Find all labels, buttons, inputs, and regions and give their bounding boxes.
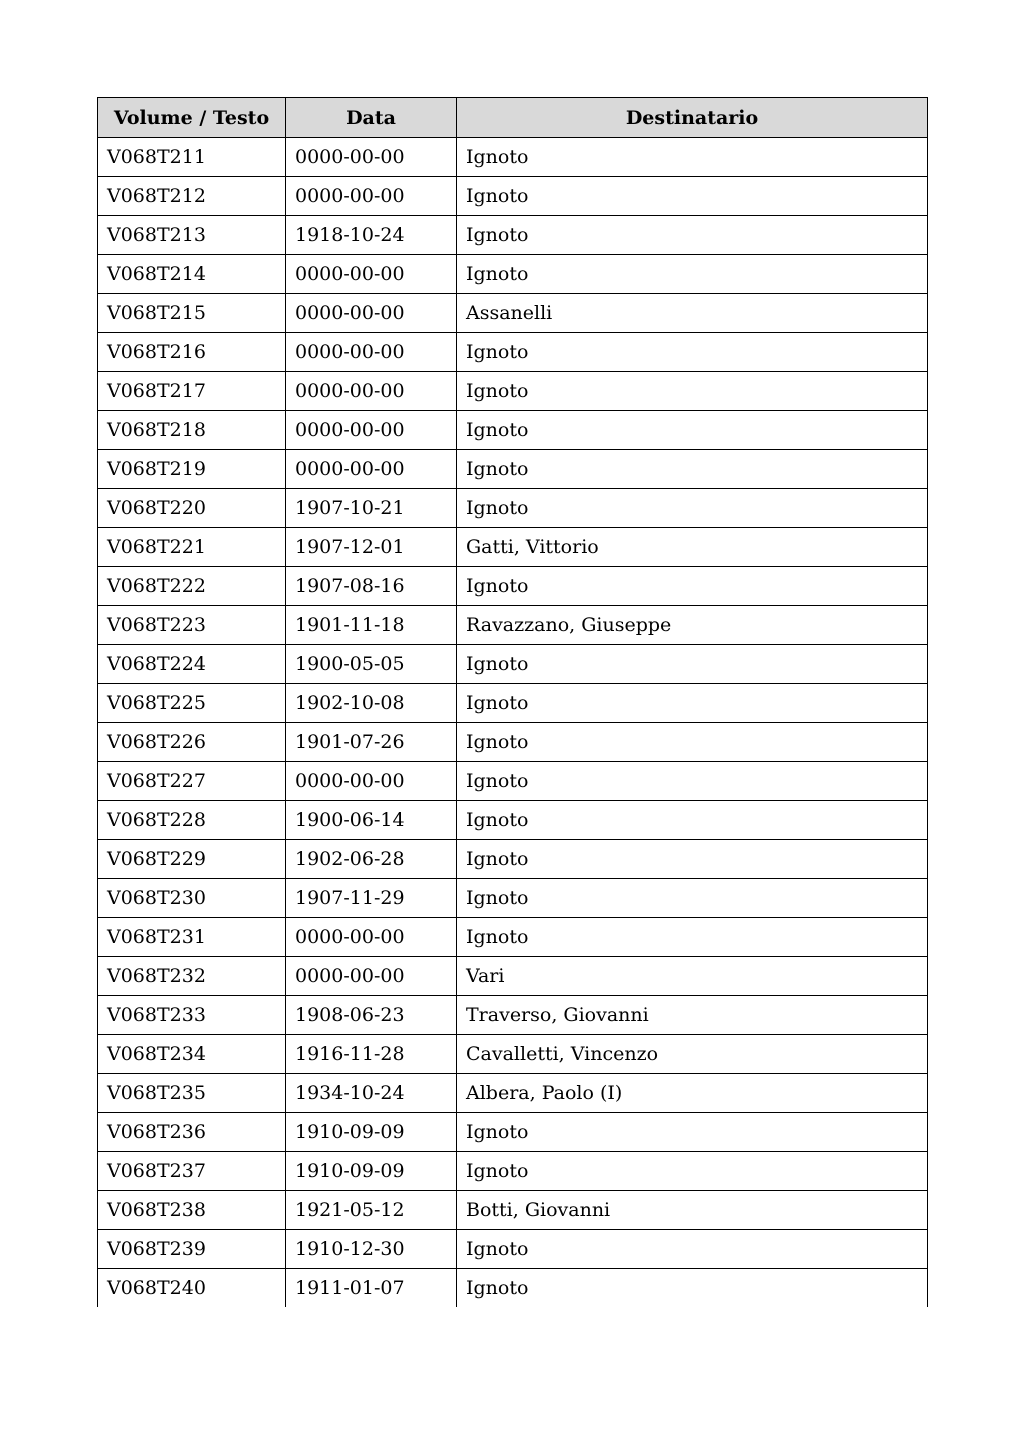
cell-date: 0000-00-00 <box>286 372 457 411</box>
table-row <box>98 138 928 177</box>
cell-volume: V068T236 <box>98 1113 286 1152</box>
table-row <box>98 489 928 528</box>
cell-recipient: Ignoto <box>457 450 928 489</box>
table-row <box>98 294 928 333</box>
table-row <box>98 567 928 606</box>
cell-recipient: Botti, Giovanni <box>457 1191 928 1230</box>
cell-volume: V068T223 <box>98 606 286 645</box>
cell-date: 1908-06-23 <box>286 996 457 1035</box>
cell-date: 1907-12-01 <box>286 528 457 567</box>
cell-recipient: Assanelli <box>457 294 928 333</box>
cell-date: 0000-00-00 <box>286 762 457 801</box>
cell-recipient: Ignoto <box>457 138 928 177</box>
cell-volume: V068T231 <box>98 918 286 957</box>
cell-date: 1934-10-24 <box>286 1074 457 1113</box>
cell-date: 0000-00-00 <box>286 450 457 489</box>
table-row <box>98 1113 928 1152</box>
cell-recipient: Ignoto <box>457 1230 928 1269</box>
cell-volume: V068T212 <box>98 177 286 216</box>
table-body <box>98 138 928 1308</box>
cell-volume: V068T239 <box>98 1230 286 1269</box>
cell-recipient: Ravazzano, Giuseppe <box>457 606 928 645</box>
cell-date: 0000-00-00 <box>286 255 457 294</box>
table-row <box>98 801 928 840</box>
column-header-volume: Volume / Testo <box>98 98 286 138</box>
cell-volume: V068T235 <box>98 1074 286 1113</box>
cell-volume: V068T211 <box>98 138 286 177</box>
cell-recipient: Ignoto <box>457 762 928 801</box>
table-row <box>98 333 928 372</box>
letters-index-table <box>97 97 928 1307</box>
table-row <box>98 411 928 450</box>
cell-date: 1918-10-24 <box>286 216 457 255</box>
cell-recipient: Ignoto <box>457 801 928 840</box>
cell-date: 1902-06-28 <box>286 840 457 879</box>
table-row <box>98 528 928 567</box>
cell-volume: V068T215 <box>98 294 286 333</box>
cell-volume: V068T218 <box>98 411 286 450</box>
cell-volume: V068T228 <box>98 801 286 840</box>
cell-volume: V068T227 <box>98 762 286 801</box>
cell-volume: V068T221 <box>98 528 286 567</box>
table-row <box>98 1191 928 1230</box>
table-row <box>98 1074 928 1113</box>
cell-date: 1910-09-09 <box>286 1113 457 1152</box>
cell-recipient: Ignoto <box>457 411 928 450</box>
cell-volume: V068T222 <box>98 567 286 606</box>
cell-date: 1907-08-16 <box>286 567 457 606</box>
table-row <box>98 918 928 957</box>
cell-recipient: Vari <box>457 957 928 996</box>
cell-recipient: Ignoto <box>457 177 928 216</box>
cell-recipient: Ignoto <box>457 567 928 606</box>
cell-recipient: Ignoto <box>457 1113 928 1152</box>
cell-date: 1900-06-14 <box>286 801 457 840</box>
cell-volume: V068T237 <box>98 1152 286 1191</box>
cell-recipient: Ignoto <box>457 216 928 255</box>
table-row <box>98 840 928 879</box>
table-row <box>98 762 928 801</box>
table-row <box>98 450 928 489</box>
cell-recipient: Ignoto <box>457 333 928 372</box>
cell-recipient: Ignoto <box>457 1269 928 1308</box>
cell-recipient: Albera, Paolo (I) <box>457 1074 928 1113</box>
cell-recipient: Ignoto <box>457 489 928 528</box>
cell-date: 0000-00-00 <box>286 333 457 372</box>
table-row <box>98 1152 928 1191</box>
cell-volume: V068T226 <box>98 723 286 762</box>
table-row <box>98 645 928 684</box>
cell-volume: V068T229 <box>98 840 286 879</box>
cell-date: 1910-12-30 <box>286 1230 457 1269</box>
cell-date: 0000-00-00 <box>286 411 457 450</box>
header-row <box>98 98 928 138</box>
table-row <box>98 723 928 762</box>
cell-recipient: Ignoto <box>457 918 928 957</box>
cell-date: 1916-11-28 <box>286 1035 457 1074</box>
cell-recipient: Ignoto <box>457 255 928 294</box>
table-row <box>98 1035 928 1074</box>
cell-date: 0000-00-00 <box>286 957 457 996</box>
cell-recipient: Ignoto <box>457 1152 928 1191</box>
cell-volume: V068T219 <box>98 450 286 489</box>
cell-volume: V068T220 <box>98 489 286 528</box>
table-row <box>98 879 928 918</box>
cell-recipient: Cavalletti, Vincenzo <box>457 1035 928 1074</box>
cell-volume: V068T240 <box>98 1269 286 1308</box>
cell-recipient: Ignoto <box>457 372 928 411</box>
cell-date: 0000-00-00 <box>286 918 457 957</box>
cell-date: 1907-10-21 <box>286 489 457 528</box>
cell-volume: V068T232 <box>98 957 286 996</box>
cell-date: 1911-01-07 <box>286 1269 457 1308</box>
cell-date: 1900-05-05 <box>286 645 457 684</box>
cell-date: 1901-07-26 <box>286 723 457 762</box>
table-row <box>98 372 928 411</box>
cell-date: 0000-00-00 <box>286 138 457 177</box>
cell-recipient: Ignoto <box>457 684 928 723</box>
table-row <box>98 996 928 1035</box>
cell-date: 1910-09-09 <box>286 1152 457 1191</box>
column-header-recipient: Destinatario <box>457 98 928 138</box>
cell-date: 1902-10-08 <box>286 684 457 723</box>
cell-recipient: Ignoto <box>457 645 928 684</box>
cell-date: 0000-00-00 <box>286 294 457 333</box>
cell-recipient: Ignoto <box>457 879 928 918</box>
cell-volume: V068T238 <box>98 1191 286 1230</box>
cell-date: 1921-05-12 <box>286 1191 457 1230</box>
column-header-date: Data <box>286 98 457 138</box>
table-row <box>98 1230 928 1269</box>
cell-volume: V068T233 <box>98 996 286 1035</box>
table-row <box>98 216 928 255</box>
cell-volume: V068T216 <box>98 333 286 372</box>
table-header <box>98 98 928 138</box>
cell-volume: V068T225 <box>98 684 286 723</box>
cell-recipient: Gatti, Vittorio <box>457 528 928 567</box>
cell-volume: V068T224 <box>98 645 286 684</box>
cell-volume: V068T213 <box>98 216 286 255</box>
cell-date: 0000-00-00 <box>286 177 457 216</box>
cell-date: 1901-11-18 <box>286 606 457 645</box>
table-row <box>98 177 928 216</box>
cell-recipient: Traverso, Giovanni <box>457 996 928 1035</box>
cell-volume: V068T234 <box>98 1035 286 1074</box>
cell-recipient: Ignoto <box>457 723 928 762</box>
table-row <box>98 255 928 294</box>
cell-volume: V068T217 <box>98 372 286 411</box>
cell-recipient: Ignoto <box>457 840 928 879</box>
cell-volume: V068T214 <box>98 255 286 294</box>
table-row <box>98 957 928 996</box>
cell-volume: V068T230 <box>98 879 286 918</box>
table-row <box>98 606 928 645</box>
table-row <box>98 1269 928 1308</box>
cell-date: 1907-11-29 <box>286 879 457 918</box>
table-row <box>98 684 928 723</box>
